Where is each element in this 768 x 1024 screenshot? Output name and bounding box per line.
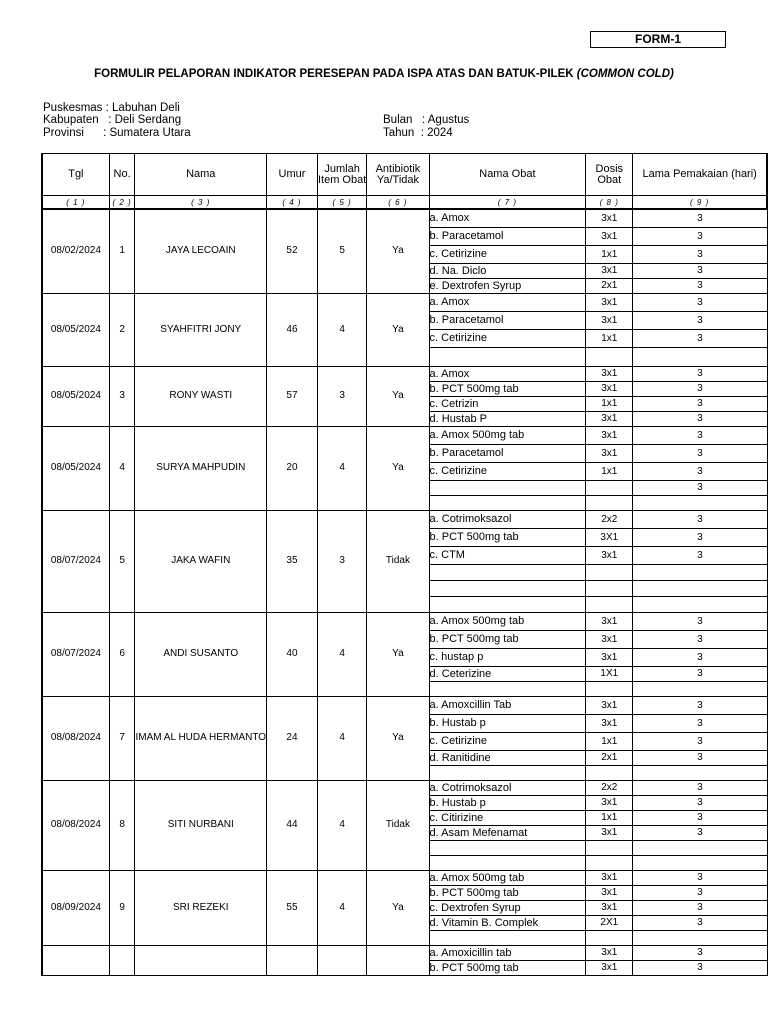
cell-tgl: 08/05/2024 [42,366,109,426]
cell-dosis [586,580,633,596]
header-dosis: Dosis Obat [586,154,633,196]
cell-nama [135,945,267,975]
cell-dosis [586,347,633,366]
cell-lama: 3 [633,293,767,311]
cell-jumlah: 4 [317,696,366,780]
cell-nama-obat: b. Paracetamol [429,311,586,329]
cell-no: 5 [109,510,135,612]
cell-dosis: 1x1 [586,329,633,347]
cell-dosis: 2x1 [586,278,633,293]
cell-lama: 3 [633,381,767,396]
cell-nama-obat: c. Cetrizin [429,396,586,411]
col-index: ( 8 ) [586,196,633,210]
header-row [42,154,767,196]
cell-nama-obat: a. Amox [429,209,586,227]
cell-nama-obat: d. Asam Mefenamat [429,825,586,840]
cell-nama-obat: a. Amox 500mg tab [429,870,586,885]
cell-dosis: 3x1 [586,612,633,630]
cell-nama: SURYA MAHPUDIN [135,426,267,510]
prescription-table [41,153,768,976]
cell-antibiotik: Tidak [367,510,429,612]
cell-nama: IMAM AL HUDA HERMANTO [135,696,267,780]
cell-nama-obat: c. hustap p [429,648,586,666]
cell-dosis: 3x1 [586,411,633,426]
cell-lama: 3 [633,870,767,885]
cell-lama: 3 [633,245,767,263]
cell-dosis: 2X1 [586,915,633,930]
cell-nama-obat: b. Paracetamol [429,444,586,462]
cell-umur: 20 [267,426,318,510]
cell-lama: 3 [633,780,767,795]
table-row [42,696,767,714]
cell-dosis: 1x1 [586,462,633,480]
cell-nama-obat: a. Amoxcillin Tab [429,696,586,714]
cell-nama: SRI REZEKI [135,870,267,945]
cell-nama-obat: c. Cetirizine [429,245,586,263]
title-italic: (COMMON COLD) [576,68,674,80]
cell-lama: 3 [633,825,767,840]
cell-antibiotik [367,945,429,975]
cell-lama: 3 [633,696,767,714]
cell-lama: 3 [633,528,767,546]
cell-dosis [586,855,633,870]
cell-nama-obat: a. Amox [429,293,586,311]
cell-nama-obat [429,495,586,510]
cell-nama-obat: b. PCT 500mg tab [429,630,586,648]
cell-nama: SYAHFITRI JONY [135,293,267,366]
cell-lama: 3 [633,885,767,900]
cell-antibiotik: Ya [367,426,429,510]
cell-dosis: 3x1 [586,209,633,227]
cell-nama-obat: a. Amox 500mg tab [429,426,586,444]
cell-dosis: 3x1 [586,945,633,960]
cell-umur: 35 [267,510,318,612]
cell-lama [633,840,767,855]
cell-dosis: 3x1 [586,795,633,810]
cell-lama: 3 [633,750,767,765]
cell-umur [267,945,318,975]
cell-no [109,945,135,975]
cell-dosis: 3x1 [586,311,633,329]
cell-umur: 55 [267,870,318,945]
table-row [42,426,767,444]
header-umur: Umur [267,154,318,196]
cell-lama [633,347,767,366]
cell-lama: 3 [633,329,767,347]
cell-nama-obat [429,930,586,945]
cell-nama-obat: b. PCT 500mg tab [429,528,586,546]
cell-lama: 3 [633,795,767,810]
col-index: ( 2 ) [109,196,135,210]
col-index: ( 7 ) [429,196,586,210]
cell-umur: 40 [267,612,318,696]
cell-lama: 3 [633,411,767,426]
cell-jumlah: 3 [317,366,366,426]
cell-dosis: 3x1 [586,900,633,915]
cell-dosis [586,681,633,696]
table-row [42,945,767,960]
header-jumlah: Jumlah Item Obat [317,154,366,196]
cell-lama: 3 [633,311,767,329]
cell-lama: 3 [633,546,767,564]
cell-lama [633,495,767,510]
cell-dosis: 3x1 [586,263,633,278]
cell-jumlah [317,945,366,975]
cell-lama: 3 [633,960,767,975]
cell-lama: 3 [633,263,767,278]
cell-lama: 3 [633,714,767,732]
header-tgl: Tgl [42,154,109,196]
cell-jumlah: 4 [317,870,366,945]
cell-nama-obat: a. Cotrimoksazol [429,780,586,795]
cell-nama-obat: a. Cotrimoksazol [429,510,586,528]
cell-nama-obat: b. PCT 500mg tab [429,960,586,975]
cell-nama-obat: c. Dextrofen Syrup [429,900,586,915]
meta-tahun: Tahun : 2024 [383,127,453,139]
column-index-row [42,196,767,210]
cell-dosis: 3x1 [586,381,633,396]
meta-provinsi: Provinsi : Sumatera Utara [43,127,191,139]
title-main: FORMULIR PELAPORAN INDIKATOR PERESEPAN PADA ISPA ATAS DAN BATUK-PILEK [94,68,577,80]
cell-no: 3 [109,366,135,426]
cell-antibiotik: Ya [367,366,429,426]
cell-tgl: 08/05/2024 [42,293,109,366]
cell-antibiotik: Ya [367,696,429,780]
cell-jumlah: 3 [317,510,366,612]
cell-lama: 3 [633,278,767,293]
cell-dosis: 3x1 [586,825,633,840]
cell-nama-obat: e. Dextrofen Syrup [429,278,586,293]
cell-nama: ANDI SUSANTO [135,612,267,696]
cell-umur: 52 [267,209,318,293]
cell-lama: 3 [633,915,767,930]
header-no: No. [109,154,135,196]
cell-antibiotik: Ya [367,612,429,696]
cell-lama: 3 [633,209,767,227]
cell-nama-obat: d. Ranitidine [429,750,586,765]
cell-nama-obat: d. Ceterizine [429,666,586,681]
cell-lama: 3 [633,648,767,666]
cell-jumlah: 4 [317,612,366,696]
cell-nama-obat [429,480,586,495]
cell-lama: 3 [633,612,767,630]
cell-dosis: 2x1 [586,750,633,765]
cell-nama-obat: c. CTM [429,546,586,564]
cell-antibiotik: Ya [367,293,429,366]
cell-nama-obat [429,840,586,855]
page-title [0,68,768,80]
cell-dosis: 3x1 [586,870,633,885]
cell-nama: SITI NURBANI [135,780,267,870]
col-index: ( 3 ) [135,196,267,210]
cell-antibiotik: Tidak [367,780,429,870]
cell-nama: JAYA LECOAIN [135,209,267,293]
cell-umur: 44 [267,780,318,870]
col-index: ( 6 ) [367,196,429,210]
cell-nama-obat: b. PCT 500mg tab [429,885,586,900]
cell-dosis [586,765,633,780]
cell-nama-obat: c. Citirizine [429,810,586,825]
cell-no: 4 [109,426,135,510]
cell-lama [633,580,767,596]
cell-tgl: 08/08/2024 [42,780,109,870]
cell-nama-obat: b. Hustab p [429,714,586,732]
table-row [42,612,767,630]
cell-nama: RONY WASTI [135,366,267,426]
cell-lama: 3 [633,810,767,825]
table-row [42,870,767,885]
cell-dosis: 3x1 [586,714,633,732]
cell-lama: 3 [633,444,767,462]
cell-no: 7 [109,696,135,780]
cell-tgl: 08/07/2024 [42,612,109,696]
table-row [42,293,767,311]
cell-nama-obat [429,765,586,780]
cell-umur: 57 [267,366,318,426]
cell-lama: 3 [633,366,767,381]
cell-nama-obat [429,596,586,612]
col-index: ( 4 ) [267,196,318,210]
table-row [42,209,767,227]
cell-jumlah: 4 [317,780,366,870]
meta-puskesmas: Puskesmas : Labuhan Deli [43,102,180,114]
header-antibiotik: Antibiotik Ya/Tidak [367,154,429,196]
cell-dosis [586,840,633,855]
cell-nama-obat: d. Na. Diclo [429,263,586,278]
cell-nama-obat: c. Cetirizine [429,329,586,347]
col-index: ( 1 ) [42,196,109,210]
cell-nama-obat [429,580,586,596]
col-index: ( 9 ) [633,196,767,210]
cell-no: 1 [109,209,135,293]
cell-antibiotik: Ya [367,209,429,293]
header-nama: Nama [135,154,267,196]
cell-tgl: 08/09/2024 [42,870,109,945]
cell-nama-obat [429,855,586,870]
cell-nama-obat: b. Paracetamol [429,227,586,245]
cell-nama-obat [429,347,586,366]
cell-jumlah: 4 [317,293,366,366]
header-lama: Lama Pemakaian (hari) [633,154,767,196]
cell-dosis: 3x1 [586,648,633,666]
cell-dosis [586,564,633,580]
cell-dosis [586,480,633,495]
cell-no: 6 [109,612,135,696]
header-nama-obat: Nama Obat [429,154,586,196]
col-index: ( 5 ) [317,196,366,210]
cell-dosis [586,596,633,612]
cell-lama: 3 [633,630,767,648]
cell-nama-obat: d. Vitamin B. Complek [429,915,586,930]
cell-dosis: 1x1 [586,245,633,263]
cell-dosis: 3x1 [586,293,633,311]
cell-dosis: 3x1 [586,960,633,975]
cell-nama-obat [429,681,586,696]
cell-nama-obat: a. Amox [429,366,586,381]
cell-lama: 3 [633,227,767,245]
cell-lama [633,596,767,612]
table-row [42,366,767,381]
cell-tgl [42,945,109,975]
cell-lama: 3 [633,426,767,444]
cell-lama [633,930,767,945]
cell-tgl: 08/07/2024 [42,510,109,612]
cell-lama: 3 [633,396,767,411]
cell-lama: 3 [633,510,767,528]
cell-nama-obat [429,564,586,580]
cell-lama: 3 [633,480,767,495]
cell-nama-obat: b. PCT 500mg tab [429,381,586,396]
cell-dosis: 1x1 [586,810,633,825]
cell-lama: 3 [633,945,767,960]
cell-dosis: 3x1 [586,444,633,462]
cell-dosis: 3X1 [586,528,633,546]
cell-dosis [586,495,633,510]
form-label: FORM-1 [590,31,726,48]
cell-dosis: 2x2 [586,510,633,528]
cell-dosis: 3x1 [586,546,633,564]
meta-bulan: Bulan : Agustus [383,114,470,126]
cell-nama: JAKA WAFIN [135,510,267,612]
cell-jumlah: 5 [317,209,366,293]
cell-jumlah: 4 [317,426,366,510]
cell-nama-obat: c. Cetirizine [429,732,586,750]
cell-lama: 3 [633,666,767,681]
table-row [42,510,767,528]
cell-nama-obat: b. Hustab p [429,795,586,810]
table-body [42,209,767,975]
cell-nama-obat: d. Hustab P [429,411,586,426]
cell-lama [633,765,767,780]
cell-dosis: 3x1 [586,366,633,381]
cell-dosis: 1X1 [586,666,633,681]
cell-nama-obat: a. Amox 500mg tab [429,612,586,630]
cell-dosis: 3x1 [586,426,633,444]
cell-no: 9 [109,870,135,945]
cell-nama-obat: a. Amoxicillin tab [429,945,586,960]
cell-lama [633,681,767,696]
cell-dosis: 3x1 [586,885,633,900]
cell-lama [633,564,767,580]
meta-kabupaten: Kabupaten : Deli Serdang [43,114,182,126]
cell-dosis: 1x1 [586,732,633,750]
cell-dosis: 3x1 [586,227,633,245]
cell-umur: 24 [267,696,318,780]
cell-lama: 3 [633,732,767,750]
cell-tgl: 08/02/2024 [42,209,109,293]
cell-no: 8 [109,780,135,870]
table-row [42,780,767,795]
cell-dosis: 2x2 [586,780,633,795]
cell-umur: 46 [267,293,318,366]
cell-dosis: 1x1 [586,396,633,411]
cell-tgl: 08/05/2024 [42,426,109,510]
cell-lama [633,855,767,870]
cell-tgl: 08/08/2024 [42,696,109,780]
cell-dosis: 3x1 [586,696,633,714]
cell-lama: 3 [633,900,767,915]
cell-no: 2 [109,293,135,366]
cell-nama-obat: c. Cetirizine [429,462,586,480]
cell-lama: 3 [633,462,767,480]
cell-antibiotik: Ya [367,870,429,945]
cell-dosis: 3x1 [586,630,633,648]
cell-dosis [586,930,633,945]
